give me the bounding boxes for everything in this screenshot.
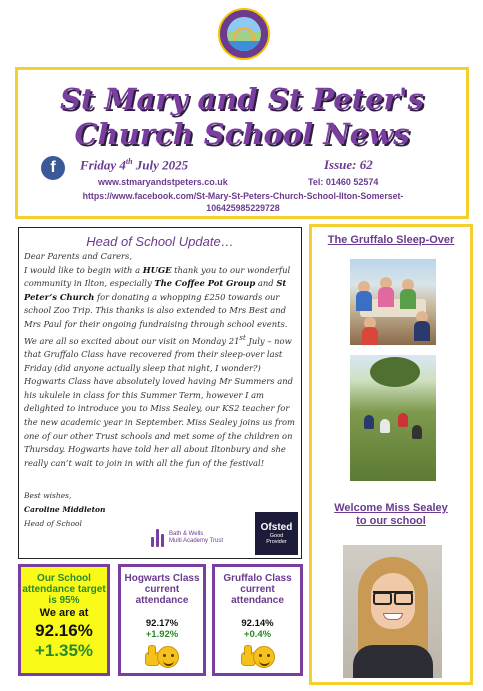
head-of-school-update xyxy=(18,227,302,559)
trust-logo: Bath & Wells Multi Academy Trust xyxy=(151,529,223,547)
update-body xyxy=(24,250,300,470)
gruffalo-attendance-value: 92.14% xyxy=(241,618,274,629)
gruffalo-sleepover-heading: The Gruffalo Sleep-Over xyxy=(327,234,455,246)
sidebar xyxy=(309,224,473,685)
signature-name: Caroline Middleton xyxy=(24,505,106,514)
school-attendance-target: Our School attendance target is 95% xyxy=(22,573,106,606)
website-link[interactable]: www.stmaryandstpeters.co.uk xyxy=(98,177,228,187)
thumbs-up-smiley-icon xyxy=(145,644,179,668)
gruffalo-attendance-delta: +0.4% xyxy=(243,629,272,640)
signoff: Best wishes, Caroline Middleton Head of School xyxy=(24,491,106,528)
hogwarts-attendance-box: Hogwarts Class current attendance 92.17% +1.92% xyxy=(118,564,206,676)
masthead xyxy=(15,67,469,219)
school-attendance-delta: +1.35% xyxy=(34,641,94,660)
title-line-1: St Mary and St Peter's xyxy=(59,82,425,116)
telephone: Tel: 01460 52574 xyxy=(308,177,379,187)
sleepover-photo-1 xyxy=(350,259,436,345)
hogwarts-attendance-delta: +1.92% xyxy=(145,629,179,640)
facebook-icon[interactable]: f xyxy=(41,156,65,180)
issue-number: Issue: 62 xyxy=(324,157,373,172)
trust-mark-icon xyxy=(151,529,165,547)
facebook-link[interactable]: https://www.facebook.com/St-Mary-St-Peters-Church-School-Ilton-Somerset- 106425985229728 xyxy=(82,191,404,213)
miss-sealey-photo xyxy=(343,545,442,678)
school-crest-icon xyxy=(227,17,261,51)
school-attendance-value: 92.16% xyxy=(35,621,93,640)
update-paragraph-1: I would like to begin with a HUGE thank you to our wonderful community in Ilton, especially The Coffee Pot Group and St Peter’s Church for donating a whopping £250 towards our school Zoo Trip. This thanks is also extended to Mrs Best and Mrs Paul for their ongoing fundraising through school events. We are all so excited about our visit on Monday 21st July – now that Gruffalo Class have recovered from their sleep-over last Friday (did anyone actually sleep that night, I wonder?) xyxy=(24,264,292,373)
newsletter-title xyxy=(18,82,466,152)
hogwarts-attendance-value: 92.17% xyxy=(145,618,179,629)
school-logo xyxy=(218,8,270,60)
sleepover-photo-2 xyxy=(350,355,436,481)
thumbs-up-smiley-icon xyxy=(241,644,275,668)
update-paragraph-2: Hogwarts Class have absolutely loved having Mr Summers and his ukulele in class for this Summer Term, however I am delighted to introduce you to Miss Sealey, our KS2 teacher for the new academic year in September. Miss Sealey joins us from one of our other Trust schools and met some of the children on Thursday. Hogwarts have told her all about Iltonbury and she really can’t wait to join in with all the fun of the festival! xyxy=(24,376,295,468)
ofsted-badge: Ofsted Good Provider xyxy=(255,512,298,555)
greeting: Dear Parents and Carers, xyxy=(24,251,132,261)
welcome-miss-sealey-heading: Welcome Miss Sealey to our school xyxy=(334,502,448,527)
gruffalo-attendance-box: Gruffalo Class current attendance 92.14% +0.4% xyxy=(212,564,303,676)
issue-date: Friday 4th July 2025 xyxy=(80,157,189,173)
title-line-2: Church School News xyxy=(74,117,410,151)
school-attendance-box: Our School attendance target is 95% We are at 92.16% +1.35% xyxy=(18,564,110,676)
update-title: Head of School Update… xyxy=(86,234,234,249)
